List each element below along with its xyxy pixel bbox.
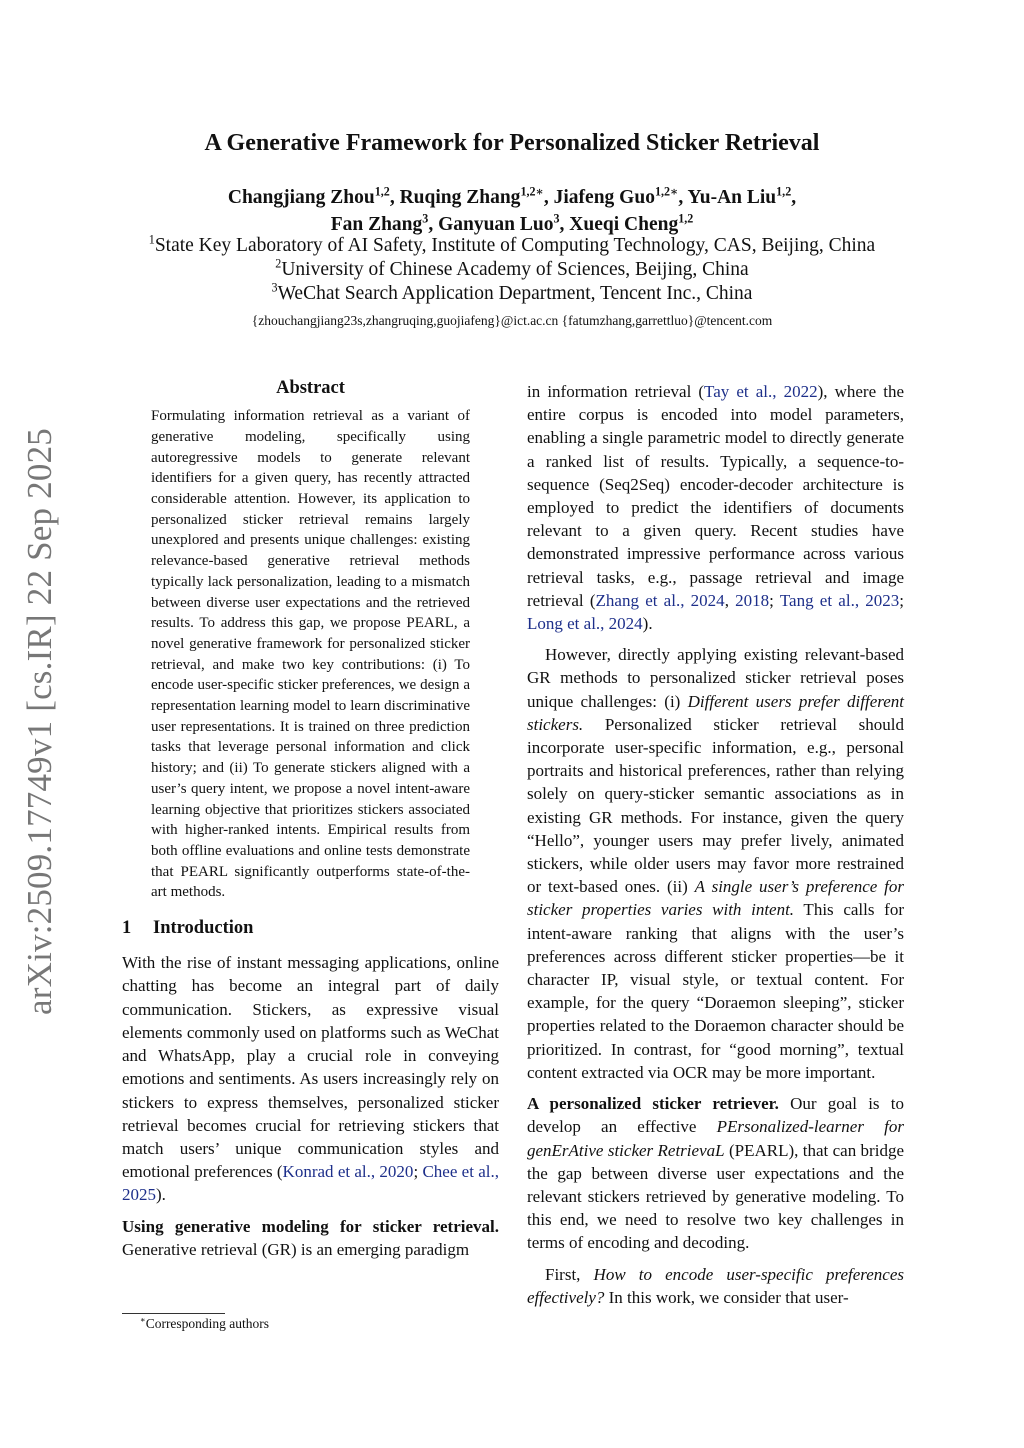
paragraph-text: In this work, we consider that user- [604, 1287, 849, 1307]
paragraph-text: Our goal is to develop an effective [527, 1094, 904, 1137]
paragraph-text: ). [156, 1185, 166, 1205]
intro-paragraph-3 [527, 380, 904, 635]
footnote-text: Corresponding authors [145, 1316, 270, 1331]
paragraph-text: This calls for intent-aware ranking that aligns with the user’s preferences across different sticker properties—be it character IP, visual style, or textual content. For example, for the query “Doraemon sleeping”, sticker properties related to the Doraemon character should be prioritized. In contrast, for “good morning”, textual content extracted via OCR may be more important. [527, 900, 904, 1082]
citation-link[interactable]: Tay et al., 2022 [704, 382, 818, 401]
paragraph-text: Personalized sticker retrieval should incorporate user-specific information, e.g., personal portraits and historical preferences, rather than relying solely on query-sticker semantic associations as in existing GR methods. For instance, given the query “Hello”, younger users may prefer lively, animated stickers, while older users may favor more restrained or text-based ones. (ii) [527, 714, 904, 897]
paragraph-text: However, directly applying existing relevant-based GR methods to personalized sticker retrieval poses unique challenges: (i) [527, 645, 904, 711]
paragraph-text: ). [642, 614, 653, 634]
citation-link[interactable]: Zhang et al., 2024 [595, 590, 725, 610]
affiliation-3 [0, 282, 1024, 306]
paragraph-text: ), where the entire corpus is encoded into model parameters, enabling a single parametric model to directly generate a ranked list of results. Typically, a sequence-to-sequence (Seq2Seq) encoder-decoder architecture is employed to predict the identifiers of documents relevant to a given query. Recent studies have demonstrated impressive performance across various retrieval tasks, e.g., passage retrieval and image retrieval ( [527, 382, 904, 610]
paragraph-text: With the rise of instant messaging applications, online chatting has become an integral part of daily communication. Stickers, as expressive visual elements commonly used on platforms such as WeChat and WhatsApp, play a crucial role in conveying emotions and sentiments. As users increasingly rely on stickers to express themselves, personalized sticker retrieval becomes crucial for retrieving stickers that match users’ unique communication styles and emotional preferences ( [122, 953, 499, 1182]
intro-paragraph-2 [122, 1215, 499, 1261]
affiliations [0, 234, 1024, 306]
footnote-mark: ∗ [140, 1315, 146, 1325]
affil-mark: 1 [148, 232, 155, 247]
citation-link[interactable]: Long et al., 2024 [527, 614, 643, 634]
author-affil-mark: 3 [553, 211, 560, 226]
author-name: Fan Zhang [330, 214, 423, 235]
run-in-heading: A personalized sticker retriever. [527, 1094, 779, 1114]
run-in-heading: Using generative modeling for sticker retrieval. [122, 1216, 499, 1236]
intro-paragraph-5 [527, 1092, 904, 1254]
citation-link[interactable]: Konrad et al., 2020 [282, 1162, 414, 1182]
abstract-body: Formulating information retrieval as a variant of generative modeling, specifically using autoregressive models to generate relevant identifiers for a given query, has recently attracted considerable attention. However, its application to personalized sticker retrieval remains largely unexplored and presents unique challenges: existing relevance-based generative retrieval methods typically lack personalization, leading to a mismatch between diverse user expectations and the retrieved results. To address this gap, we propose PEARL, a novel generative framework for personalized sticker retrieval, and make two key contributions: (i) To encode user-specific sticker preferences, we design a representation learning model to learn discriminative user representations. It is trained on three prediction tasks that leverage personal information and click history; and (ii) To generate stickers aligned with a user’s query intent, we propose a novel intent-aware learning objective that prioritizes stickers associated with higher-ranked intents. Empirical results from both offline evaluations and online tests demonstrate that PEARL significantly outperforms state-of-the-art methods. [151, 408, 470, 901]
left-column [122, 377, 499, 1261]
intro-paragraph-4 [527, 643, 904, 1084]
section-number: 1 [122, 918, 132, 939]
author-emails: {zhouchangjiang23s,zhangruqing,guojiafeng}@ict.ac.cn {fatumzhang,garrettluo}@tencent.com [251, 313, 773, 328]
author-affil-mark: 1,2∗ [520, 184, 544, 199]
paragraph-text: (PEARL), that can bridge the gap between diverse user expectations and the relevant stickers retrieved by generative modeling. To this end, we need to resolve two key challenges in terms of encoding and decoding. [527, 1140, 904, 1253]
intro-paragraph-6 [527, 1263, 904, 1309]
author-name: Ruqing Zhang [399, 187, 521, 208]
abstract-heading: Abstract [276, 378, 345, 398]
affil-mark: 3 [271, 280, 278, 295]
citation-link[interactable]: Chee et al., 2025 [122, 1162, 499, 1205]
author-affil-mark: 1,2 [678, 211, 694, 226]
author-affil-mark: 3 [422, 211, 429, 226]
author-affil-mark: 1,2 [374, 184, 390, 199]
author-line-1: Changjiang Zhou$^{1,2}$, Ruqing Zhang$^{1,2∗}$, Jiafeng Guo$^{1,2∗}$, Yu-An Liu$^{1,2}$, [227, 184, 797, 208]
emphasis-text: How to encode user-specific preferences effectively? [527, 1264, 905, 1307]
paper-title: A Generative Framework for Personalized Sticker Retrieval [204, 130, 820, 156]
citation-separator: ; [899, 590, 905, 610]
author-affil-mark: 1,2∗ [654, 184, 679, 199]
author-line-2: Fan Zhang$^3$, Ganyuan Luo$^3$, Xueqi Cheng$^{1,2}$ [330, 211, 694, 235]
paragraph-text: Generative retrieval (GR) is an emerging paradigm [122, 1239, 470, 1259]
section-title: Introduction [153, 918, 254, 939]
author-affil-mark: 1,2 [776, 184, 792, 199]
author-name: Yu-An Liu [687, 187, 777, 208]
citation-link[interactable]: Tang et al., 2023 [779, 590, 900, 610]
citation-separator: ; [413, 1162, 423, 1182]
emphasis-text: A single user’s preference for sticker properties varies with intent. [527, 877, 905, 920]
citation-separator: ; [769, 590, 780, 610]
paragraph-text: First, [545, 1264, 594, 1284]
emphasis-text: PErsonalized-learner for genErAtive sticker RetrievaL [527, 1117, 904, 1160]
affiliation-text: WeChat Search Application Department, Tencent Inc., China [277, 283, 753, 304]
footnote-rule [122, 1313, 225, 1314]
author-name: Xueqi Cheng [569, 214, 679, 235]
author-name: Changjiang Zhou [227, 187, 375, 208]
author-name: Jiafeng Guo [553, 187, 655, 208]
paragraph-text: in information retrieval ( [527, 382, 705, 401]
author-name: Ganyuan Luo [438, 214, 554, 235]
citation-link[interactable]: 2018 [735, 590, 770, 610]
citation-separator: , [724, 590, 736, 610]
author-list [0, 184, 1024, 238]
affil-mark: 2 [275, 256, 282, 271]
affiliation-1 [0, 234, 1024, 258]
right-column [527, 380, 904, 1309]
affiliation-text: University of Chinese Academy of Sciences, Beijing, China [281, 259, 749, 280]
footnote [140, 1316, 269, 1332]
affiliation-text: State Key Laboratory of AI Safety, Institute of Computing Technology, CAS, Beijing, China [154, 235, 876, 256]
affiliation-2 [0, 258, 1024, 282]
intro-paragraph-1 [122, 951, 499, 1206]
arxiv-stamp: arXiv:2509.17749v1 [cs.IR] 22 Sep 2025 [20, 428, 59, 1015]
section-heading-introduction [122, 917, 499, 940]
emphasis-text: Different users prefer different stickers. [527, 691, 904, 734]
